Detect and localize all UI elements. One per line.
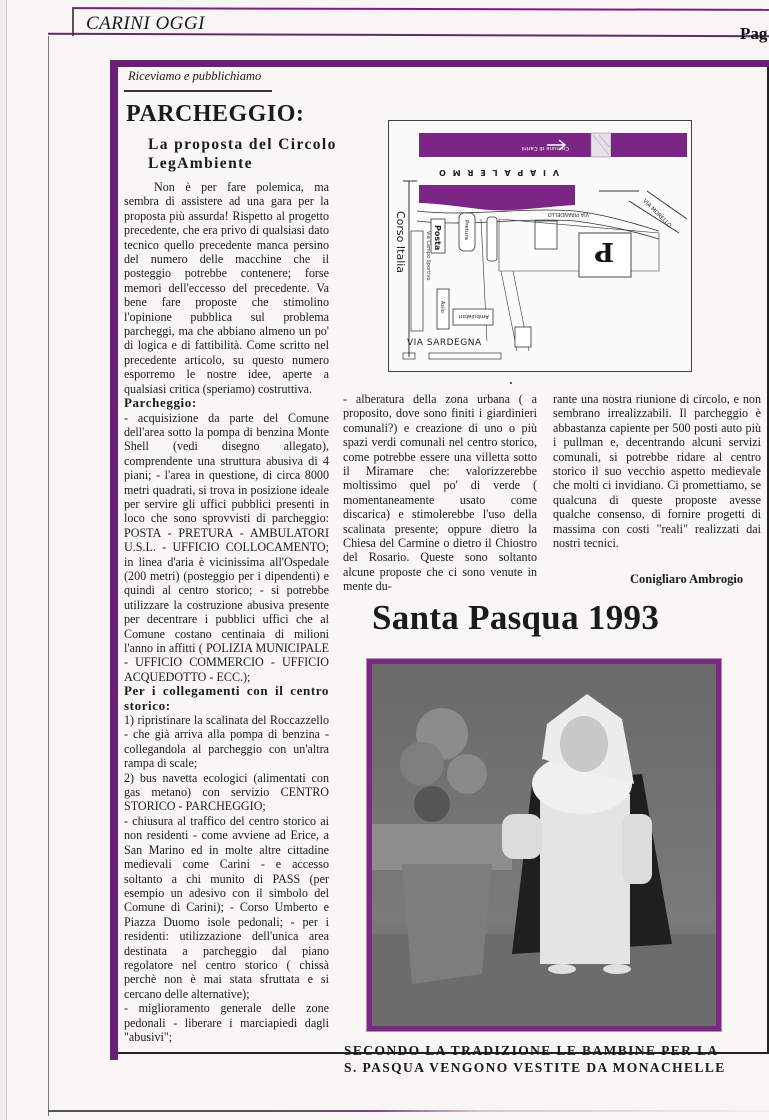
- page-number-label: Pag: [740, 24, 768, 43]
- parking-location-map: [388, 120, 692, 372]
- map-label-comune: Comune di Carini: [521, 145, 569, 151]
- feature-title: Santa Pasqua 1993: [372, 598, 660, 637]
- header-rule-top: [72, 7, 769, 11]
- map-label-via-palermo: V I A P A L E R M O: [437, 168, 559, 177]
- adjacent-page-edge: [0, 0, 7, 1120]
- kicker-rule: [124, 90, 272, 92]
- paragraph-chiusura-traffico: - chiusura al traffico del centro storico ai non residenti - come avviene ad Erice, a San Marino ed in molte altre cittadine medievali come Carini - e accesso soltanto a chi munito di PASS (per esempio un adesivo con il simbolo del Comune di Carini); - Corso Umberto e Piazza Duomo isole pedonali; - per i residenti: utilizzazione dell'unica area destinata a parcheggio dal piano regolatore nel centro storico ( chissà perchè non è mai stata sfruttata e si cercano delle alternative);: [124, 813, 329, 1001]
- page-frame-left: [48, 36, 49, 1116]
- article-author: Conigliaro Ambrogio: [630, 572, 744, 586]
- svg-text:Pretura: Pretura: [463, 220, 469, 241]
- paragraph-intro: Non è per fare polemica, ma sembra di assistere ad una gara per la proposta più assurda! Rispetto al progetto precedente, che era privo di qualsiasi dato tecnico quello precedente manca persino del numero delle macchine che il posteggio potrebbe contenere; forse memori dell'eccesso del precedente. Va bene fare proposte che stimolino l'opinione pubblica sul problema parcheggi, ma che abbiano almeno un po' di logica e di fattibilità. Come scritto nel precedente articolo, su questo numero esporremo le nostre idee, aperte a qualsiasi critica (speriamo) costruttiva.: [124, 180, 329, 396]
- article-column-2: [343, 392, 537, 594]
- svg-text:Posta: Posta: [433, 225, 442, 251]
- header-rule-left: [72, 8, 74, 36]
- article-column-3: [553, 392, 761, 550]
- map-label-via-morello: VIA MORELLO: [641, 198, 673, 230]
- caption-line-2: S. PASQUA VENGONO VESTITE DA MONACHELLE: [344, 1060, 726, 1075]
- parking-icon: P: [594, 236, 614, 266]
- map-label-via-sardegna: VIA SARDEGNA: [407, 338, 482, 348]
- print-speck: [510, 382, 512, 384]
- article-box-shadow-left: [110, 60, 118, 1060]
- article-headline: PARCHEGGIO:: [126, 101, 305, 127]
- section-heading-parcheggio: Parcheggio:: [124, 395, 197, 411]
- article-kicker: Riceviamo e pubblichiamo: [128, 69, 262, 83]
- article-subhead: La proposta del Circolo LegAmbiente: [148, 136, 337, 172]
- paragraph-alberatura: - alberatura della zona urbana ( a proposito, dove sono finiti i giardinieri comunali?) e creazione di uno o più spazi verdi comunali nel centro storico, come potrebbe essere una villetta sotto il Miramare che: valorizzerebbe moltissimo quel po' di verde ( momentaneamente usato come discarica) e stimolerebbe l'uso della scalinata presente; oppure dietro la Chiesa del Carmine o dietro il Chiostro del Rosario. Queste sono soltanto alcune proposte che ci sono venute in mente du-: [343, 392, 537, 594]
- section-heading-collegamenti: Per i collegamenti con il centro storico:: [124, 683, 329, 713]
- svg-text:Asilo: Asilo: [439, 301, 445, 313]
- map-building-block: [419, 185, 575, 210]
- photo-caption: [344, 1042, 726, 1076]
- svg-text:Ambulatori: Ambulatori: [458, 313, 489, 319]
- map-drawing: [389, 121, 691, 371]
- paragraph-acquisizione: - acquisizione da parte del Comune dell'area sotto la pompa di benzina Monte Shell (vedi disegno allegato), comprendente una struttura abusiva di 4 piani; - l'area in questione, di circa 8000 metri quadrati, si trova in posizione ideale per servire gli uffici pubblici presenti in loco che sono sprovvisti di parcheggio: POSTA - PRETURA - AMBULATORI U.S.L. - UFFICIO COLLOCAMENTO; in linea d'aria è vicinissima all'Ospedale (200 metri) (posteggio per i dipendenti) e quindi al centro storico; - si potrebbe utilizzare la costruzione abusiva presente per decentrare i pubblici uffici che al Comune costano centinaia di milioni l'anno in affitti ( POLIZIA MUNICIPALE - UFFICIO COMMERCIO - UFFICIO ACQUEDOTTO - ECC.);: [124, 410, 329, 684]
- paragraph-bus-navetta: 2) bus navetta ecologici (alimentati con gas metano) con servizio CENTRO STORICO - PARCHEGGIO;: [124, 770, 329, 814]
- page-frame-bottom: [48, 1110, 769, 1112]
- map-label-via-campo-sportivo: Via Campo Sportivo: [425, 231, 431, 281]
- map-label-via-pirandello: VIA PIRANDELLO: [547, 211, 589, 217]
- photo-illustration: [372, 664, 716, 1026]
- paragraph-scalinata: 1) ripristinare la scalinata del Roccazzello - che già arriva alla pompa di benzina - collegandola al parcheggio con un'altra rampa di scale;: [124, 713, 329, 771]
- paragraph-zone-pedonali: - miglioramento generale delle zone pedonali - liberare i marciapiedi dagli "abusivi";: [124, 1001, 329, 1044]
- map-label-corso-italia: Corso Italia: [394, 211, 407, 274]
- map-collocamento: [515, 327, 531, 347]
- photo-child-in-nun-habit: [372, 664, 716, 1026]
- article-box-shadow-top: [110, 60, 769, 67]
- masthead: CARINI OGGI: [86, 13, 205, 34]
- article-column-1: [124, 180, 329, 1044]
- caption-line-1: SECONDO LA TRADIZIONE LE BAMBINE PER LA: [344, 1043, 719, 1058]
- paragraph-conclusione: rante una nostra riunione di circolo, e non sembrano irrealizzabili. Il parcheggio è abbastanza capiente per 500 posti auto più i pullman e, decentrando alcuni servizi comunali, si potrebbe ridare al centro storico il suo vecchio aspetto medievale che molti ci invidiano. Ci promettiamo, se qualcuna di queste proposte avesse qualche consenso, di fornire progetti di massima con costi "reali" realizzati dai nostri tecnici.: [553, 392, 761, 551]
